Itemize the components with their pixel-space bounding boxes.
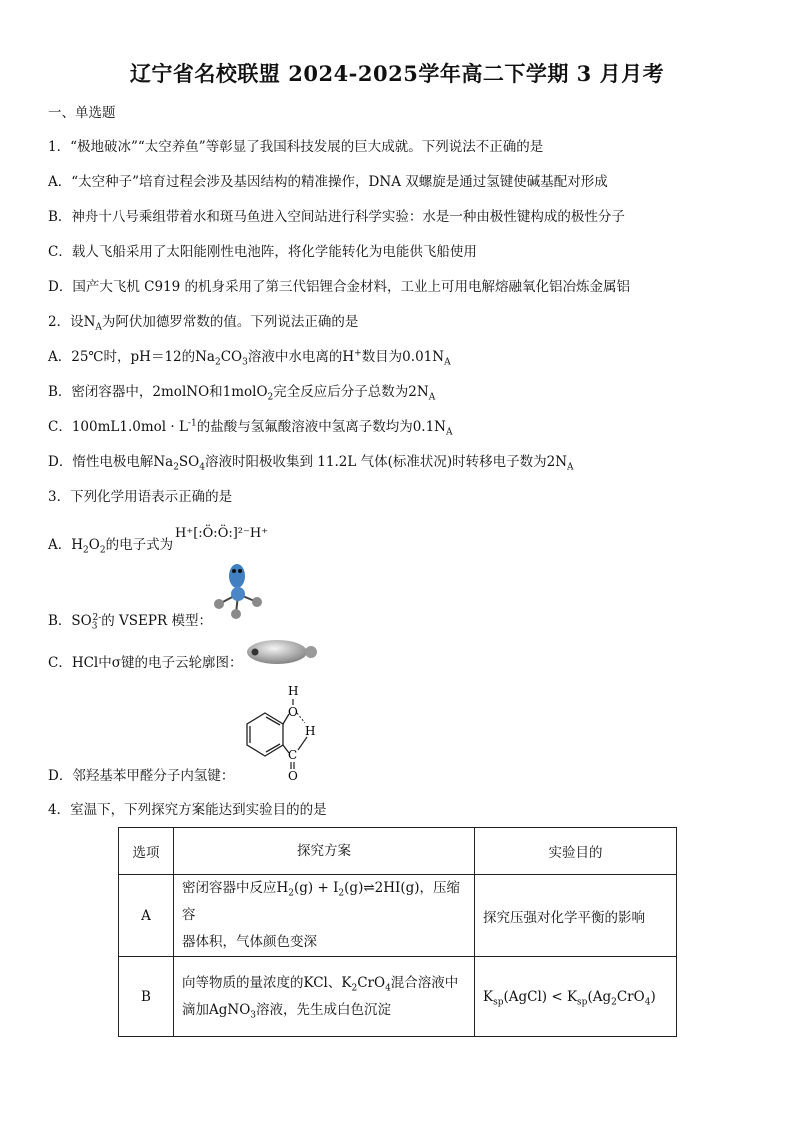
- row-b-goal: $K_{sp}(AgCl) < K_{sp}(Ag_2CrO_4)$: [475, 957, 677, 1037]
- c-label: C: [288, 748, 298, 762]
- q2-option-a: A．25℃时，pH＝12的$Na_2CO_3$溶液中水电离的H+数目为$0.01N_A$: [48, 348, 451, 368]
- page-title: 辽宁省名校联盟 2024-2025学年高二下学期 3 月月考: [129, 61, 665, 86]
- h-top-label: H: [288, 684, 299, 698]
- vsepr-model-image: [205, 562, 275, 617]
- o-bottom-label: O: [288, 769, 298, 783]
- hydrogen-bond-structure-image: [235, 683, 325, 783]
- header-option: 选项: [119, 828, 174, 875]
- row-a-goal: 探究压强对化学平衡的影响: [475, 875, 677, 957]
- section-heading: 一、单选题: [48, 105, 116, 121]
- h-side-label: H: [305, 724, 316, 738]
- o-top-label: O: [288, 705, 298, 719]
- q1-option-b: B．神舟十八号乘组带着水和斑马鱼进入空间站进行科学实验：水是一种由极性键构成的极性分子: [48, 209, 625, 225]
- q2-option-d: D．惰性电极电解$Na_2SO_4$溶液时阳极收集到 11.2L 气体(标准状况)时转移电子数为$2N_A$: [48, 454, 574, 473]
- q1-stem: 1．“极地破冰”“太空养鱼”等彰显了我国科技发展的巨大成就。下列说法不正确的是: [48, 139, 544, 155]
- row-b-plan: 向等物质的量浓度的KCl、$K_2CrO_4$混合溶液中 滴加AgNO$_3$溶液，先生成白色沉淀: [174, 957, 475, 1037]
- q1-option-d: D．国产大飞机 C919 的机身采用了第三代铝锂合金材料，工业上可用电解熔融氧化铝冶炼金属铝: [48, 279, 631, 295]
- q3-option-d: D．邻羟基苯甲醛分子内氢键：: [48, 768, 235, 784]
- header-goal: 实验目的: [475, 828, 677, 875]
- q1-option-c: C．载人飞船采用了太阳能刚性电池阵，将化学能转化为电能供飞船使用: [48, 244, 477, 260]
- q3-stem: 3．下列化学用语表示正确的是: [48, 489, 233, 505]
- row-a-label: A: [119, 875, 174, 957]
- q4-table: [118, 827, 677, 1037]
- table-row: [119, 957, 677, 1037]
- table-header-row: [119, 828, 677, 875]
- q3-option-a: A．$H_2O_2$的电子式为: [48, 537, 174, 556]
- header-plan: 探究方案: [174, 828, 475, 875]
- q2-option-b: B．密闭容器中，2molNO和1molO$_2$完全反应后分子总数为$2N_A$: [48, 384, 436, 403]
- q2-stem: 2．设$N_A$为阿伏加德罗常数的值。下列说法正确的是: [48, 314, 359, 333]
- row-b-label: B: [119, 957, 174, 1037]
- sigma-bond-cloud-image: [245, 638, 323, 668]
- row-a-plan: 密闭容器中反应$H_2(g)$ + $I_2(g)\rightleftharpoons 2HI(g)$，压缩容 器体积，气体颜色变深: [174, 875, 475, 957]
- q2-option-c: C．$100mL1.0mol \cdot L^{-1}$的盐酸与氢氟酸溶液中氢离子数均为$0.1N_A$: [48, 418, 453, 438]
- q3-option-c: C．HCl中σ键的电子云轮廓图：: [48, 655, 243, 671]
- table-row: [119, 875, 677, 957]
- q1-option-a: A．“太空种子”培育过程会涉及基因结构的精准操作，DNA 双螺旋是通过氢键使碱基配对形成: [48, 174, 608, 190]
- q4-stem: 4．室温下，下列探究方案能达到实验目的的是: [48, 802, 327, 818]
- q3-option-b: B．$SO_3^{2-}$的 VSEPR 模型：: [48, 612, 212, 632]
- h2o2-electron-formula: H⁺[:Ö:Ö:]²⁻H⁺: [175, 526, 269, 541]
